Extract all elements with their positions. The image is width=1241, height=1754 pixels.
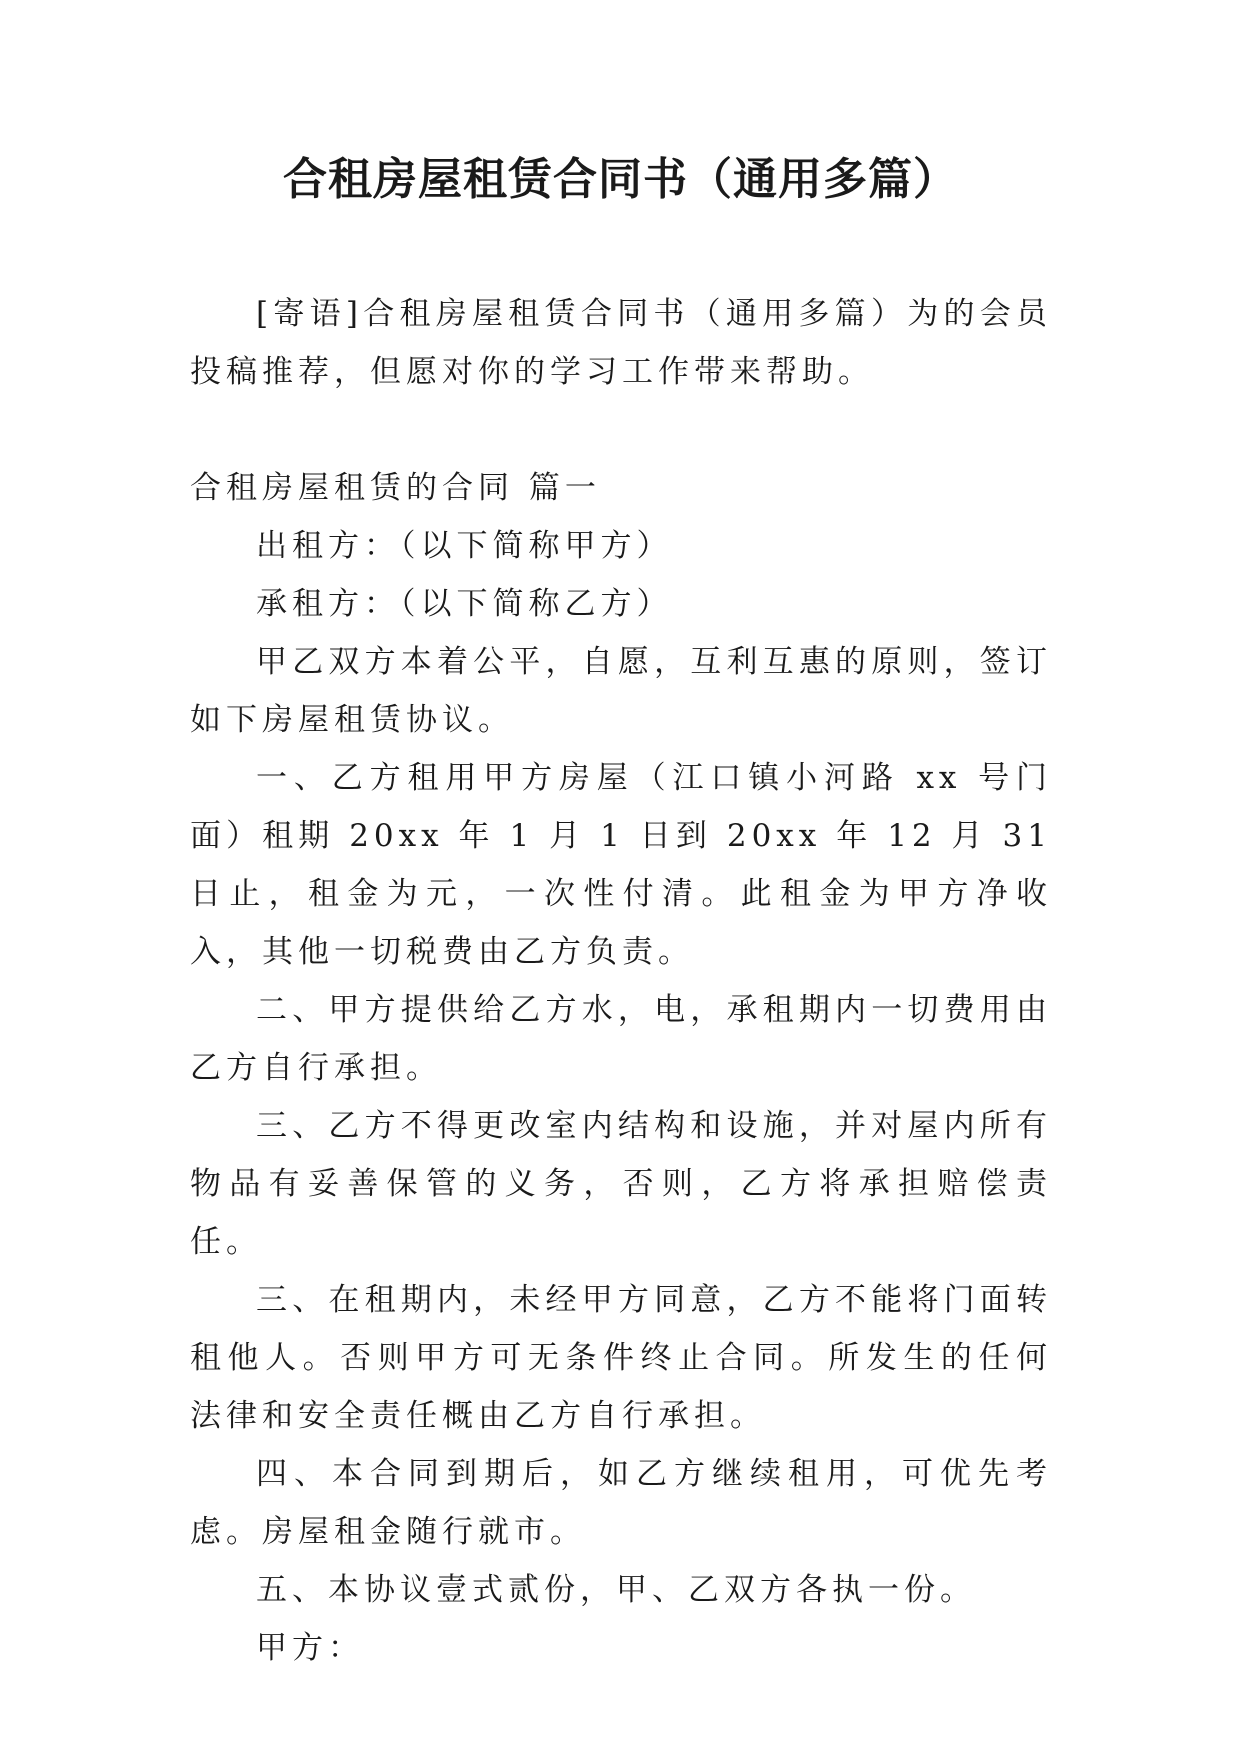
clause-3: 三、乙方不得更改室内结构和设施，并对屋内所有物品有妥善保管的义务，否则，乙方将承担赔偿责任。	[190, 1108, 1052, 1260]
spacer	[190, 401, 1052, 459]
clause-3b: 三、在租期内，未经甲方同意，乙方不能将门面转租他人。否则甲方可无条件终止合同。所发生的任何法律和安全责任概由乙方自行承担。	[190, 1282, 1052, 1434]
lessee-line: 承租方：（以下简称乙方）	[256, 586, 673, 622]
intro-paragraph: [寄语]合租房屋租赁合同书（通用多篇）为的会员投稿推荐，但愿对你的学习工作带来帮助。	[190, 296, 1052, 390]
clause-4: 四、本合同到期后，如乙方继续租用，可优先考虑。房屋租金随行就市。	[190, 1456, 1052, 1550]
party-a-signature-line: 甲方：	[256, 1630, 364, 1666]
clause-5: 五、本协议壹式贰份，甲、乙双方各执一份。	[256, 1572, 976, 1608]
clause-2: 二、甲方提供给乙方水，电，承租期内一切费用由乙方自行承担。	[190, 992, 1052, 1086]
clause-1: 一、乙方租用甲方房屋（江口镇小河路 xx 号门面）租期 20xx 年 1 月 1 日到 20xx 年 12 月 31 日止，租金为元，一次性付清。此租金为甲方净收入，其他一切税费由乙方负责。	[190, 760, 1052, 970]
principle-paragraph: 甲乙双方本着公平，自愿，互利互惠的原则，签订如下房屋租赁协议。	[190, 644, 1052, 738]
section-title: 合租房屋租赁的合同 篇一	[190, 470, 601, 506]
lessor-line: 出租方：（以下简称甲方）	[256, 528, 673, 564]
document-title: 合租房屋租赁合同书（通用多篇）	[283, 154, 958, 205]
document-body	[190, 285, 1052, 1677]
